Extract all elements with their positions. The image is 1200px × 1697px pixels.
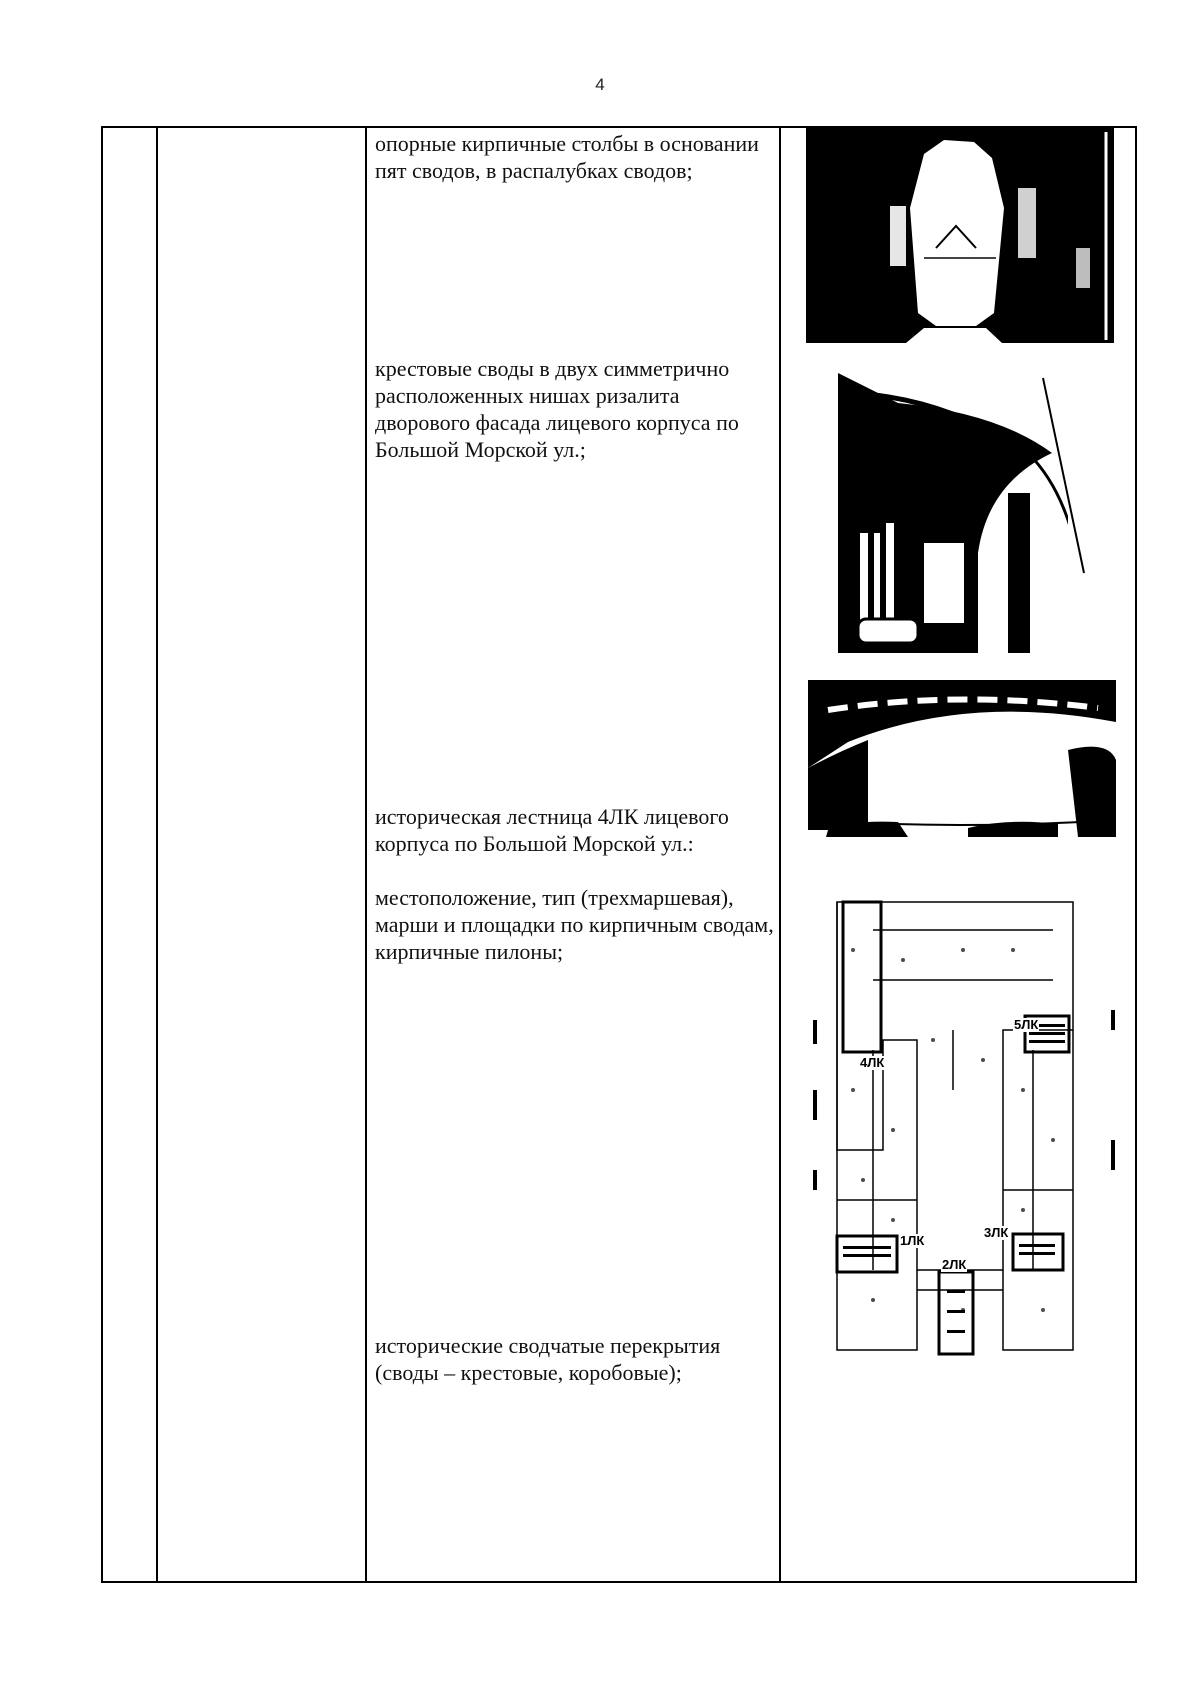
stair-label-4lk: 4ЛК [860, 1055, 885, 1070]
stair-label-5lk: 5ЛК [1014, 1017, 1039, 1032]
feature-text-cross-vaults: крестовые своды в двух симметрично расположенных нишах ризалита дворового фасада лицевого корпуса по Большой Морской ул.; [375, 356, 739, 462]
photo-brick-pier [806, 128, 1114, 343]
photo-vault-ceiling [808, 680, 1116, 837]
photo-vault-niche [838, 373, 1086, 653]
feature-text-staircase-details: местоположение, тип (трехмаршевая), марши и площадки по кирпичным сводам, кирпичные пилоны; [375, 885, 774, 964]
table-column-divider [365, 128, 367, 1581]
feature-text-staircase: историческая лестница 4ЛК лицевого корпуса по Большой Морской ул.: [375, 804, 729, 856]
stair-label-2lk: 2ЛК [942, 1257, 967, 1272]
feature-text-vaulted-ceilings: исторические сводчатые перекрытия (своды – крестовые, коробовые); [375, 1333, 721, 1385]
feature-text-supports: опорные кирпичные столбы в основании пят сводов, в распалубках сводов; [375, 131, 759, 183]
table-column-divider [156, 128, 158, 1581]
table-column-divider [779, 128, 781, 1581]
stair-label-1lk: 1ЛК [900, 1233, 925, 1248]
stair-label-3lk: 3ЛК [984, 1225, 1009, 1240]
page-number: 4 [595, 75, 605, 94]
floor-plan [813, 890, 1117, 1362]
